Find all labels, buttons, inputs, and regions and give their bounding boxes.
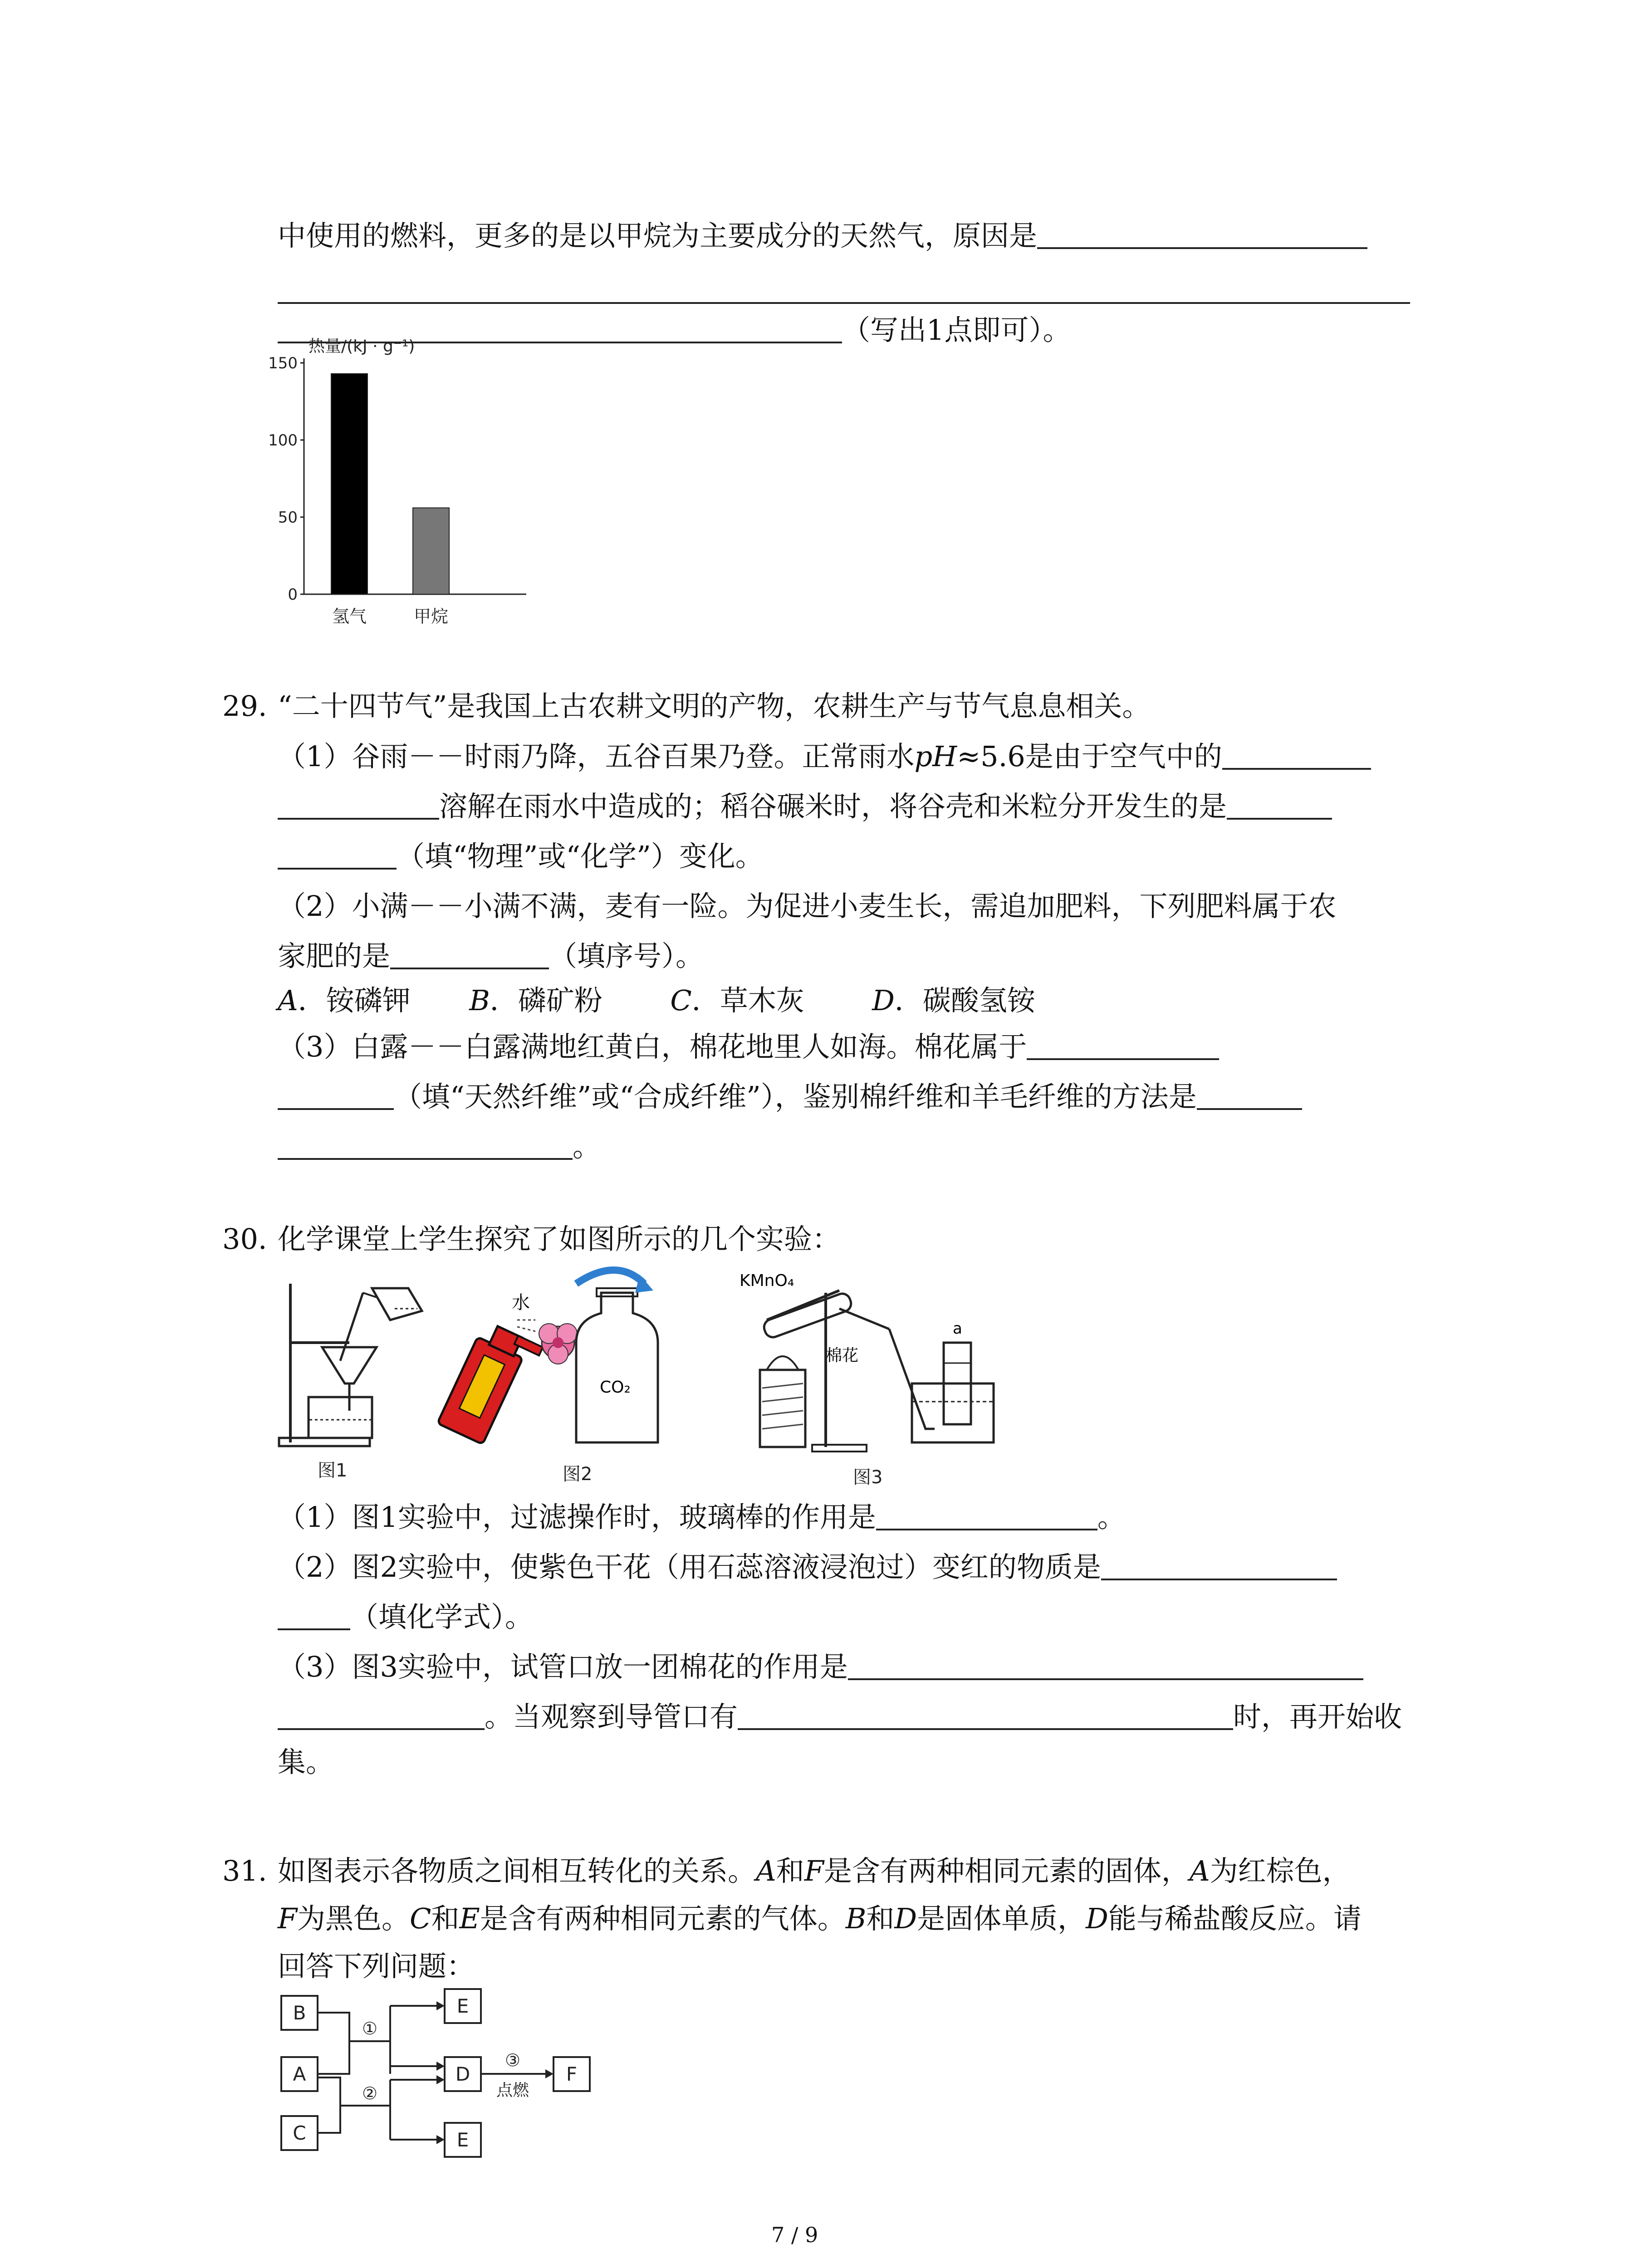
option-c[interactable]: [670, 984, 804, 1017]
q30-part3-line3: 集。: [278, 1745, 334, 1779]
option-a[interactable]: [278, 984, 411, 1017]
q30-part3-line2: [278, 1699, 1402, 1735]
q29-p1-text-b: ≈5.6是由于空气中的: [957, 740, 1222, 773]
q31-l1-F: F: [804, 1854, 824, 1887]
fig2-co2-label: CO₂: [600, 1378, 631, 1397]
q31-l2-e: 是固体单质，: [917, 1902, 1086, 1935]
fig3-kmno4-label: KMnO₄: [740, 1271, 794, 1290]
bar-1: [331, 374, 367, 594]
option-b-text: ．磷矿粉: [490, 984, 603, 1017]
q29-p3-blank-1[interactable]: [1027, 1030, 1219, 1060]
q31-l1-a: 如图表示各物质之间相互转化的关系。: [278, 1854, 756, 1887]
label-E2: E: [456, 2129, 469, 2151]
option-b[interactable]: [469, 984, 603, 1017]
label-A: A: [293, 2063, 306, 2085]
q29-p2-blank[interactable]: [390, 939, 549, 969]
q29-p3-text-a: （3）白露－－白露满地红黄白，棉花地里人如海。棉花属于: [278, 1030, 1027, 1063]
step-1-label: ①: [362, 2019, 378, 2038]
q31-l2-b: 和: [431, 1902, 460, 1935]
q31-transformation-diagram: [272, 1987, 617, 2186]
fig1-caption: 图1: [318, 1460, 348, 1481]
q29-p1-text-c: 溶解在雨水中造成的；稻谷碾米时，将谷壳和米粒分开发生的是: [439, 790, 1227, 823]
curved-arrow-icon: [576, 1270, 644, 1284]
option-a-letter: A: [278, 984, 298, 1017]
page-number: 7 / 9: [771, 2223, 818, 2247]
q31-l2-C: C: [410, 1902, 431, 1935]
q29-p2-text-post: （填序号）。: [549, 939, 704, 973]
ph-symbol: pH: [914, 740, 957, 773]
q30-part3-line1: [278, 1649, 1363, 1685]
label-B: B: [293, 2002, 306, 2024]
heat-bar-chart: [254, 337, 544, 640]
q30-intro: 化学课堂上学生探究了如图所示的几个实验：: [278, 1222, 841, 1256]
q31-line2: [278, 1901, 1362, 1937]
fig3-caption: 图3: [853, 1467, 883, 1488]
q28-answer-blank-1[interactable]: [1037, 219, 1367, 249]
q29-p3-blank-2b[interactable]: [278, 1130, 573, 1160]
q28-text-1: 中使用的燃料，更多的是以甲烷为主要成分的天然气，原因是: [278, 219, 1038, 252]
q29-p1-text-d: （填“物理”或“化学”）变化。: [397, 840, 764, 873]
y-tick-label: 50: [278, 508, 298, 527]
q29-options: [278, 982, 1035, 1019]
ignite-label: 点燃: [496, 2081, 529, 2100]
q29-part3-line3: [278, 1129, 601, 1165]
q29-part1-line2: [278, 788, 1332, 825]
q29-p3-text-c: 。: [573, 1130, 601, 1163]
q31-l1-d: 为红棕色，: [1210, 1854, 1351, 1887]
q31-l1-A2: A: [1189, 1854, 1210, 1887]
q29-part1-line3: [278, 838, 764, 875]
q31-l2-d: 和: [866, 1902, 895, 1935]
q30-p2-blank[interactable]: [1101, 1550, 1337, 1580]
q29-part2-line2: [278, 938, 704, 974]
q28-answer-blank-2[interactable]: [278, 302, 1410, 304]
option-d[interactable]: [872, 984, 1035, 1017]
q29-p3-blank-2[interactable]: [1197, 1080, 1302, 1110]
q30-p2-text-a: （2）图2实验中，使紫色干花（用石蕊溶液浸泡过）变红的物质是: [278, 1550, 1101, 1584]
q31-l2-c: 是含有两种相同元素的气体。: [480, 1902, 846, 1935]
option-d-text: ．碳酸氢铵: [894, 984, 1035, 1017]
q30-p1-blank[interactable]: [876, 1501, 1097, 1530]
q29-p1-blank-1[interactable]: [1222, 740, 1371, 770]
q30-p2-blank-b[interactable]: [278, 1600, 350, 1630]
q29-p1-blank-1b[interactable]: [278, 790, 439, 820]
q30-part2-line1: [278, 1549, 1337, 1585]
label-D: D: [455, 2063, 470, 2085]
option-d-letter: D: [872, 984, 895, 1017]
option-a-text: ．铵磷钾: [298, 984, 411, 1017]
q29-part3-line2: [278, 1079, 1302, 1115]
q29-number: 29.: [222, 689, 267, 723]
q31-l2-E: E: [459, 1902, 480, 1935]
q31-l2-F: F: [278, 1902, 298, 1935]
q30-part2-line2: [278, 1599, 533, 1635]
option-c-text: ．草木灰: [691, 984, 804, 1017]
q29-part2-line1: （2）小满－－小满不满，麦有一险。为促进小麦生长，需追加肥料，下列肥料属于农: [278, 890, 1337, 923]
q29-p3-blank-1b[interactable]: [278, 1080, 394, 1110]
bar-2: [413, 508, 449, 594]
q29-part1-line1: [278, 738, 1371, 775]
fig3-kmno4-oxygen-apparatus: [735, 1266, 998, 1465]
q30-p3-blank-1[interactable]: [848, 1650, 1363, 1680]
q29-p1-text-a: （1）谷雨－－时雨乃降，五谷百果乃登。正常雨水: [278, 740, 915, 773]
q31-line1: [278, 1853, 1351, 1889]
step-2-label: ②: [362, 2083, 378, 2103]
q29-p2-text-pre: 家肥的是: [278, 939, 391, 973]
step-3-label: ③: [505, 2050, 521, 2070]
q29-part3-line1: [278, 1029, 1219, 1065]
q31-line3: 回答下列问题：: [278, 1950, 475, 1983]
q30-p1-text-b: 。: [1097, 1501, 1126, 1534]
flower-icon: [539, 1324, 577, 1364]
option-b-letter: B: [469, 984, 490, 1017]
q30-p3-text-c: 时，再开始收: [1233, 1700, 1402, 1733]
label-C: C: [293, 2122, 306, 2144]
q30-number: 30.: [222, 1222, 267, 1256]
q29-intro: “二十四节气”是我国上古农耕文明的产物，农耕生产与节气息息相关。: [278, 689, 1151, 723]
q30-p3-blank-2[interactable]: [738, 1700, 1233, 1730]
fig2-water-label: 水: [512, 1292, 530, 1313]
y-axis-label: 热量/(kJ · g⁻¹): [309, 337, 415, 356]
q30-p1-text-a: （1）图1实验中，过滤操作时，玻璃棒的作用是: [278, 1501, 876, 1534]
q31-l1-c: 是含有两种相同元素的固体，: [823, 1854, 1190, 1887]
q28-line1: [278, 218, 1367, 254]
y-tick-label: 100: [268, 431, 298, 450]
x-category-label: 氢气: [332, 606, 367, 626]
q31-l2-f: 能与稀盐酸反应。请: [1108, 1902, 1362, 1935]
q31-l1-A: A: [756, 1854, 776, 1887]
option-c-letter: C: [670, 984, 692, 1017]
q30-p3-text-a: （3）图3实验中，试管口放一团棉花的作用是: [278, 1650, 848, 1683]
q31-l2-B: B: [845, 1902, 867, 1935]
fig2-litmus-flower-experiment: [445, 1266, 690, 1456]
q31-l2-D2: D: [1086, 1902, 1108, 1935]
x-category-label: 甲烷: [413, 606, 449, 626]
y-tick-label: 0: [288, 586, 298, 604]
q30-p3-text-b: 。当观察到导管口有: [485, 1700, 738, 1733]
fig3-cotton-label: 棉花: [826, 1346, 859, 1365]
q29-p1-blank-2b[interactable]: [278, 840, 397, 870]
q30-part1: [278, 1499, 1126, 1535]
label-E1: E: [456, 1995, 469, 2017]
q30-p3-blank-1b[interactable]: [278, 1700, 485, 1730]
q29-p1-blank-2[interactable]: [1227, 790, 1332, 820]
co2-gas-bottle: [567, 1288, 667, 1442]
fig2-caption: 图2: [563, 1464, 593, 1485]
q29-p3-text-b: （填“天然纤维”或“合成纤维”），鉴别棉纤维和羊毛纤维的方法是: [394, 1080, 1197, 1113]
label-F: F: [566, 2063, 578, 2085]
q31-l2-a: 为黑色。: [297, 1902, 410, 1935]
q30-p2-text-b: （填化学式）。: [350, 1600, 534, 1633]
fig1-filtration-apparatus: [272, 1275, 436, 1456]
q31-number: 31.: [222, 1854, 267, 1887]
q31-l2-D: D: [894, 1902, 917, 1935]
q28-text-3: （写出1点即可）。: [842, 313, 1071, 347]
q31-l1-b: 和: [776, 1854, 804, 1887]
fig3-a-label: a: [953, 1320, 962, 1338]
y-tick-label: 150: [268, 354, 298, 372]
